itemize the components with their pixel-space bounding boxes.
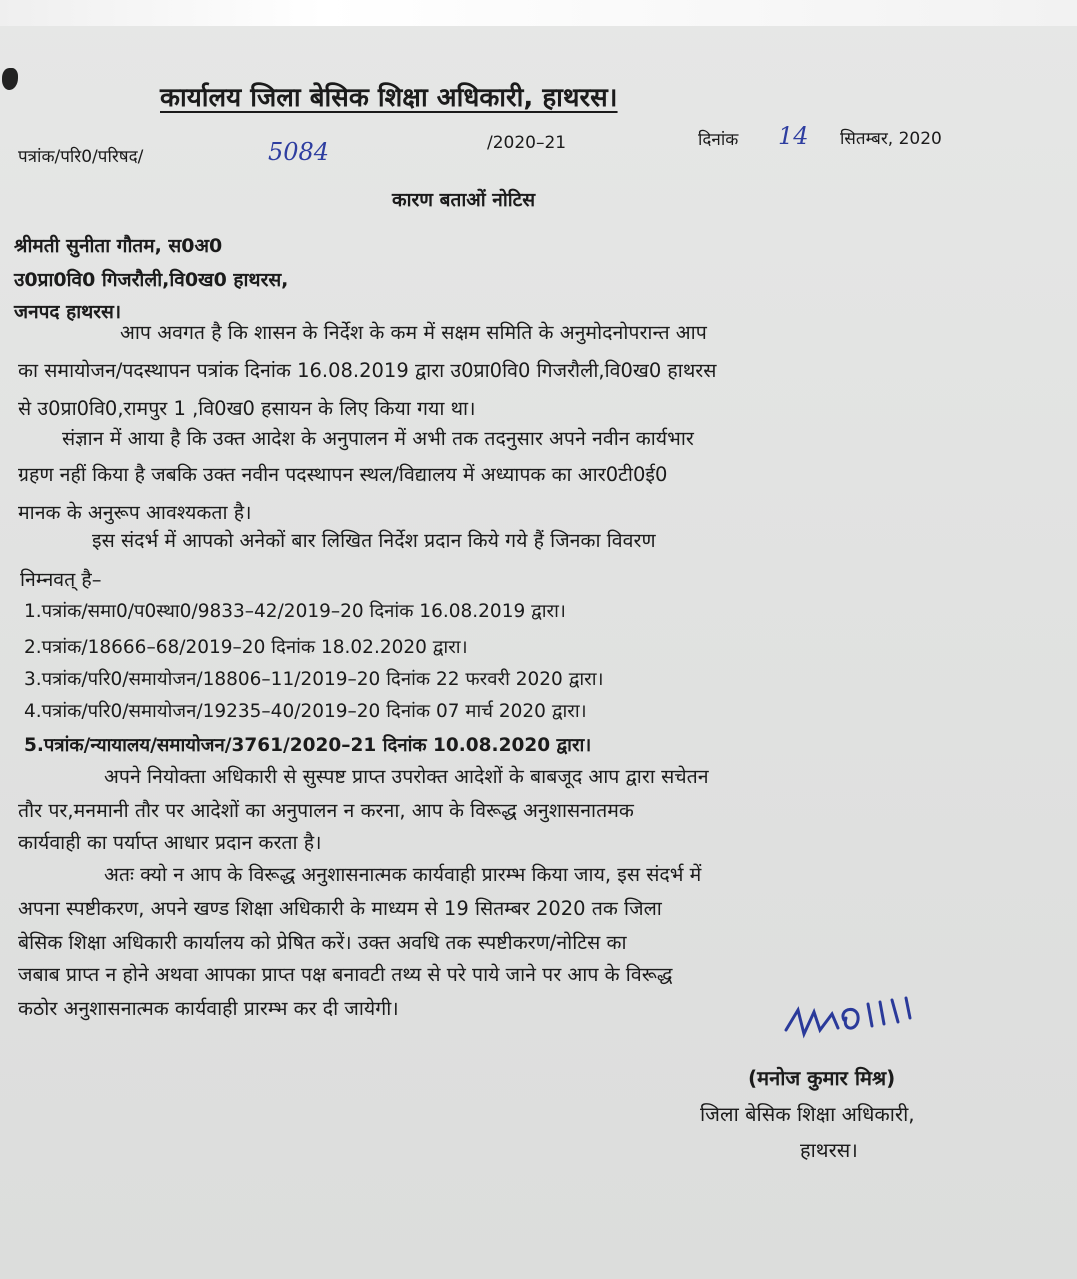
reference-list-item: 1.पत्रांक/समा0/प0स्था0/9833–42/2019–20 दिनांक 16.08.2019 द्वारा। xyxy=(24,601,566,622)
reference-list-item: 5.पत्रांक/न्यायालय/समायोजन/3761/2020–21 दिनांक 10.08.2020 द्वारा। xyxy=(24,735,592,756)
paragraph-line: कार्यवाही का पर्याप्त आधार प्रदान करता है। xyxy=(18,831,322,854)
paragraph-line: कठोर अनुशासनात्मक कार्यवाही प्रारम्भ कर दी जायेगी। xyxy=(18,997,399,1020)
addressee-line: श्रीमती सुनीता गौतम, स0अ0 xyxy=(14,235,223,257)
office-heading: कार्यालय जिला बेसिक शिक्षा अधिकारी, हाथरस। xyxy=(160,83,618,113)
paragraph-line: का समायोजन/पदस्थापन पत्रांक दिनांक 16.08.2019 द्वारा उ0प्रा0वि0 गिजरौली,वि0ख0 हाथरस xyxy=(18,359,717,382)
signatory-place: हाथरस। xyxy=(800,1138,858,1162)
paragraph-line: संज्ञान में आया है कि उक्त आदेश के अनुपालन में अभी तक तदनुसार अपने नवीन कार्यभार xyxy=(62,427,694,450)
paragraph-line: अपने नियोक्ता अधिकारी से सुस्पष्ट प्राप्त उपरोक्त आदेशों के बाबजूद आप द्वारा सचेतन xyxy=(104,765,709,788)
date-month-year: सितम्बर, 2020 xyxy=(840,129,942,149)
paragraph-line: जबाब प्राप्त न होने अथवा आपका प्राप्त पक्ष बनावटी तथ्य से परे पाये जाने पर आप के विरूद्ध xyxy=(18,963,673,986)
date-label: दिनांक xyxy=(698,130,739,150)
paragraph-line: निम्नवत् है– xyxy=(20,568,102,591)
signatory-designation: जिला बेसिक शिक्षा अधिकारी, xyxy=(700,1102,915,1126)
paragraph-line: तौर पर,मनमानी तौर पर आदेशों का अनुपालन न करना, आप के विरूद्ध अनुशासनातमक xyxy=(18,799,634,822)
paragraph-line: अतः क्यो न आप के विरूद्ध अनुशासनात्मक कार्यवाही प्रारम्भ किया जाय, इस संदर्भ में xyxy=(104,863,702,886)
ref-year: /2020–21 xyxy=(487,133,567,153)
paragraph-line: ग्रहण नहीं किया है जबकि उक्त नवीन पदस्थापन स्थल/विद्यालय में अध्यापक का आर0टी0ई0 xyxy=(18,463,668,486)
addressee-line: जनपद हाथरस। xyxy=(14,301,122,323)
paragraph-line: आप अवगत है कि शासन के निर्देश के कम में सक्षम समिति के अनुमोदनोपरान्त आप xyxy=(120,321,707,344)
paragraph-line: अपना स्पष्टीकरण, अपने खण्ड शिक्षा अधिकारी के माध्यम से 19 सितम्बर 2020 तक जिला xyxy=(18,897,662,920)
top-strip xyxy=(0,0,1077,26)
paragraph-line: से उ0प्रा0वि0,रामपुर 1 ,वि0ख0 हसायन के लिए किया गया था। xyxy=(18,397,476,420)
ink-blot xyxy=(2,68,18,90)
ref-label: पत्रांक/परि0/परिषद/ xyxy=(18,147,144,167)
date-day-handwritten: 14 xyxy=(778,122,809,150)
addressee-line: उ0प्रा0वि0 गिजरौली,वि0ख0 हाथरस, xyxy=(14,269,289,291)
ref-number-handwritten: 5084 xyxy=(268,138,330,166)
reference-list-item: 3.पत्रांक/परि0/समायोजन/18806–11/2019–20 दिनांक 22 फरवरी 2020 द्वारा। xyxy=(24,669,604,690)
signatory-name: (मनोज कुमार मिश्र) xyxy=(748,1066,896,1090)
paragraph-line: इस संदर्भ में आपको अनेकों बार लिखित निर्देश प्रदान किये गये हैं जिनका विवरण xyxy=(92,529,656,552)
reference-list-item: 4.पत्रांक/परि0/समायोजन/19235–40/2019–20 दिनांक 07 मार्च 2020 द्वारा। xyxy=(24,701,587,722)
handwritten-signature xyxy=(780,990,920,1050)
reference-list-item: 2.पत्रांक/18666–68/2019–20 दिनांक 18.02.2020 द्वारा। xyxy=(24,637,468,658)
paragraph-line: बेसिक शिक्षा अधिकारी कार्यालय को प्रेषित करें। उक्त अवधि तक स्पष्टीकरण/नोटिस का xyxy=(18,931,627,954)
notice-subject: कारण बताओं नोटिस xyxy=(392,189,536,211)
paragraph-line: मानक के अनुरूप आवश्यकता है। xyxy=(18,501,252,524)
